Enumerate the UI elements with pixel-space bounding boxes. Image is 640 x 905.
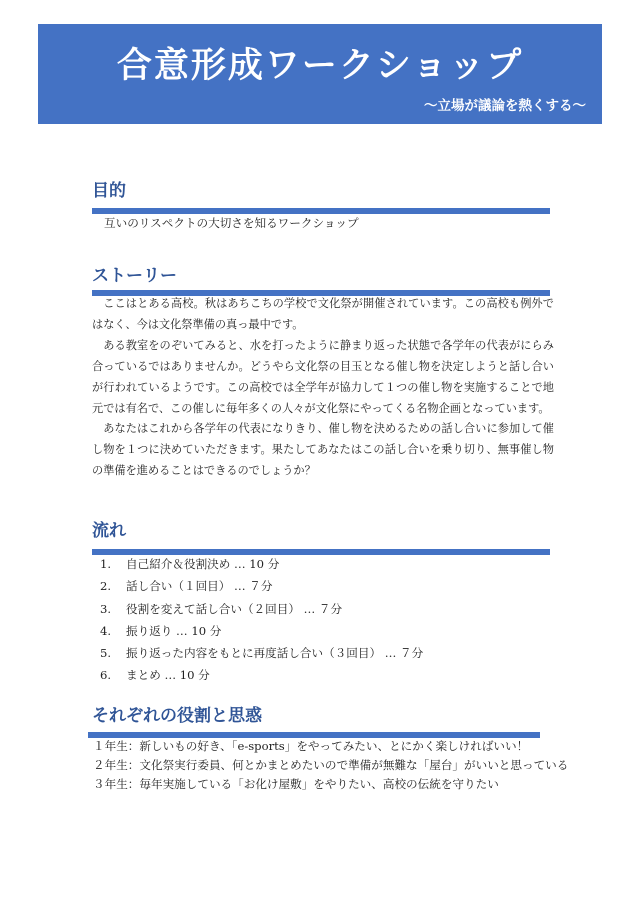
- role-item: ２年生：文化祭実行委員、何とかまとめたいので準備が無難な「屋台」がいいと思っている: [93, 758, 569, 772]
- flow-item: [100, 664, 423, 686]
- flow-item-text: 振り返り … 10 分: [126, 623, 222, 638]
- flow-item: [100, 642, 423, 664]
- page-title: 合意形成ワークショップ: [116, 46, 524, 86]
- story-heading: ストーリー: [92, 266, 177, 286]
- flow-item: [100, 553, 423, 575]
- flow-item-number: 5.: [100, 646, 112, 661]
- roles-list: [93, 737, 568, 794]
- purpose-rule: [92, 208, 550, 214]
- flow-item-number: 4.: [100, 623, 112, 638]
- purpose-text: 互いのリスペクトの大切さを知るワークショップ: [104, 216, 359, 230]
- flow-item-text: 役割を変えて話し合い（２回目） … ７分: [126, 601, 343, 616]
- flow-item-number: 1.: [100, 557, 112, 571]
- flow-item: [100, 598, 423, 620]
- flow-item: [100, 575, 423, 597]
- title-banner: [38, 24, 602, 124]
- flow-item-number: 6.: [100, 668, 112, 683]
- roles-heading: それぞれの役割と思惑: [92, 706, 262, 726]
- role-item: １年生：新しいもの好き、「e-sports」をやってみたい、とにかく楽しければいい！: [93, 739, 529, 753]
- flow-item-number: 2.: [100, 579, 112, 594]
- story-paragraph: あなたはこれから各学年の代表になりきり、催し物を決めるための話し合いに参加して催し物を１つに決めていただきます。果たしてあなたはこの話し合いを乗り切り、無事催し物の準備を進めることはできるのでしょうか？: [92, 422, 554, 478]
- story-paragraph: ある教室をのぞいてみると、水を打ったように静まり返った状態で各学年の代表がにらみ合っているではありませんか。どうやら文化祭の目玉となる催し物を決定しようと話し合いが行われているようです。この高校では全学年が協力して１つの催し物を実施することで地元では有名で、この催しに毎年多くの人々が文化祭にやってくる名物企画となっています。: [92, 338, 554, 415]
- purpose-heading: 目的: [92, 181, 126, 201]
- flow-list: [100, 553, 423, 687]
- flow-item-text: まとめ … 10 分: [126, 668, 210, 683]
- flow-item-text: 話し合い（１回目） … ７分: [126, 579, 273, 594]
- page-subtitle: ～立場が議論を熱くする～: [424, 98, 586, 114]
- flow-item: [100, 620, 423, 642]
- flow-item-number: 3.: [100, 601, 112, 616]
- flow-item-text: 自己紹介＆役割決め … 10 分: [126, 557, 280, 571]
- flow-item-text: 振り返った内容をもとに再度話し合い（３回目） … ７分: [126, 646, 424, 661]
- role-item: ３年生：毎年実施している「お化け屋敷」をやりたい、高校の伝統を守りたい: [93, 777, 499, 791]
- story-body: [92, 294, 554, 482]
- flow-heading: 流れ: [92, 521, 126, 541]
- story-paragraph: ここはとある高校。秋はあちこちの学校で文化祭が開催されています。この高校も例外ではなく、今は文化祭準備の真っ最中です。: [92, 297, 554, 331]
